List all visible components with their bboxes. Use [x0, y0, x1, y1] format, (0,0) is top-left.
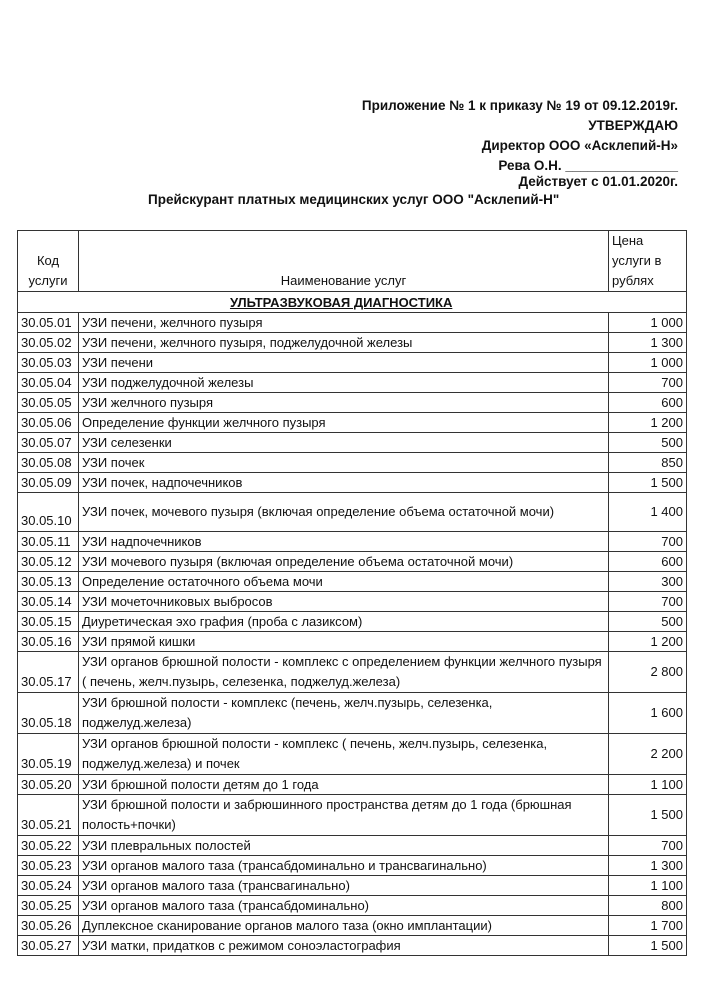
service-name: УЗИ брюшной полости - комплекс (печень, желч.пузырь, селезенка, поджелуд.железа): [79, 693, 609, 734]
service-price: 700: [609, 592, 687, 612]
table-row: [18, 734, 687, 775]
service-code: 30.05.12: [18, 552, 79, 572]
table-row: [18, 795, 687, 836]
service-name: УЗИ прямой кишки: [79, 632, 609, 652]
service-code: 30.05.18: [18, 693, 79, 734]
service-name: УЗИ почек, мочевого пузыря (включая определение объема остаточной мочи): [79, 493, 609, 532]
service-price: 1 500: [609, 795, 687, 836]
column-header-name: Наименование услуг: [79, 231, 609, 292]
service-name: Диуретическая эхо графия (проба с лазиксом): [79, 612, 609, 632]
approve-line: УТВЕРЖДАЮ: [588, 118, 678, 133]
table-row: [18, 836, 687, 856]
service-name: УЗИ органов брюшной полости - комплекс с определением функции желчного пузыря ( печень, желч.пузырь, селезенка, поджелуд.железа): [79, 652, 609, 693]
service-name: УЗИ брюшной полости детям до 1 года: [79, 775, 609, 795]
table-row: [18, 532, 687, 552]
signature-line: Рева О.Н. _______________: [498, 158, 678, 173]
service-price: 700: [609, 836, 687, 856]
service-price: 1 100: [609, 775, 687, 795]
service-price: 300: [609, 572, 687, 592]
service-name: УЗИ печени, желчного пузыря, поджелудочной железы: [79, 333, 609, 353]
table-row: [18, 373, 687, 393]
service-price: 1 500: [609, 473, 687, 493]
document-title: Прейскурант платных медицинских услуг ООО "Асклепий-Н": [148, 192, 560, 207]
service-code: 30.05.24: [18, 876, 79, 896]
service-code: 30.05.14: [18, 592, 79, 612]
service-name: УЗИ органов малого таза (трансабдоминально): [79, 896, 609, 916]
service-code: 30.05.09: [18, 473, 79, 493]
service-price: 500: [609, 433, 687, 453]
director-line: Директор ООО «Асклепий-Н»: [481, 138, 678, 153]
service-price: 1 100: [609, 876, 687, 896]
service-name: Дуплексное сканирование органов малого таза (окно имплантации): [79, 916, 609, 936]
service-name: УЗИ надпочечников: [79, 532, 609, 552]
column-header-code: Код услуги: [18, 231, 79, 292]
service-price: 500: [609, 612, 687, 632]
service-price: 1 300: [609, 333, 687, 353]
table-row: [18, 693, 687, 734]
table-row: [18, 572, 687, 592]
service-name: УЗИ поджелудочной железы: [79, 373, 609, 393]
table-row: [18, 896, 687, 916]
table-row: [18, 592, 687, 612]
service-code: 30.05.17: [18, 652, 79, 693]
service-code: 30.05.11: [18, 532, 79, 552]
service-price: 1 300: [609, 856, 687, 876]
service-name: УЗИ желчного пузыря: [79, 393, 609, 413]
service-code: 30.05.15: [18, 612, 79, 632]
service-code: 30.05.16: [18, 632, 79, 652]
service-code: 30.05.19: [18, 734, 79, 775]
table-row: [18, 493, 687, 532]
service-code: 30.05.23: [18, 856, 79, 876]
table-row: [18, 775, 687, 795]
table-row: [18, 453, 687, 473]
service-price: 600: [609, 552, 687, 572]
service-code: 30.05.02: [18, 333, 79, 353]
service-name: УЗИ матки, придатков с режимом соноэластография: [79, 936, 609, 956]
service-name: УЗИ мочевого пузыря (включая определение объема остаточной мочи): [79, 552, 609, 572]
service-code: 30.05.05: [18, 393, 79, 413]
appendix-line: Приложение № 1 к приказу № 19 от 09.12.2019г.: [361, 98, 678, 113]
service-name: УЗИ органов брюшной полости - комплекс ( печень, желч.пузырь, селезенка, поджелуд.железа) и почек: [79, 734, 609, 775]
service-price: 2 800: [609, 652, 687, 693]
service-name: УЗИ мочеточниковых выбросов: [79, 592, 609, 612]
table-header-row: [18, 231, 687, 292]
table-row: [18, 632, 687, 652]
service-name: УЗИ печени, желчного пузыря: [79, 313, 609, 333]
service-name: УЗИ селезенки: [79, 433, 609, 453]
service-code: 30.05.13: [18, 572, 79, 592]
service-name: УЗИ плевральных полостей: [79, 836, 609, 856]
table-row: [18, 552, 687, 572]
service-code: 30.05.26: [18, 916, 79, 936]
table-row: [18, 473, 687, 493]
service-price: 2 200: [609, 734, 687, 775]
table-row: [18, 413, 687, 433]
table-row: [18, 856, 687, 876]
service-price: 1 500: [609, 936, 687, 956]
service-code: 30.05.27: [18, 936, 79, 956]
table-row: [18, 652, 687, 693]
service-price: 1 600: [609, 693, 687, 734]
service-price: 700: [609, 373, 687, 393]
service-name: Определение остаточного объема мочи: [79, 572, 609, 592]
service-code: 30.05.20: [18, 775, 79, 795]
column-header-price: Цена услуги в рублях: [609, 231, 687, 292]
service-price: 1 700: [609, 916, 687, 936]
service-code: 30.05.07: [18, 433, 79, 453]
section-title: УЛЬТРАЗВУКОВАЯ ДИАГНОСТИКА: [229, 294, 453, 310]
table-row: [18, 333, 687, 353]
service-price: 700: [609, 532, 687, 552]
service-code: 30.05.10: [18, 493, 79, 532]
price-table: [17, 230, 687, 956]
service-code: 30.05.08: [18, 453, 79, 473]
service-price: 1 200: [609, 413, 687, 433]
service-name: УЗИ почек: [79, 453, 609, 473]
service-name: УЗИ почек, надпочечников: [79, 473, 609, 493]
table-row: [18, 916, 687, 936]
service-price: 1 200: [609, 632, 687, 652]
service-name: УЗИ брюшной полости и забрюшинного пространства детям до 1 года (брюшная полость+почки): [79, 795, 609, 836]
table-row: [18, 393, 687, 413]
service-name: Определение функции желчного пузыря: [79, 413, 609, 433]
effective-date: Действует с 01.01.2020г.: [518, 174, 678, 189]
service-name: УЗИ печени: [79, 353, 609, 373]
table-row: [18, 313, 687, 333]
service-code: 30.05.06: [18, 413, 79, 433]
service-code: 30.05.01: [18, 313, 79, 333]
service-code: 30.05.21: [18, 795, 79, 836]
service-price: 850: [609, 453, 687, 473]
service-code: 30.05.22: [18, 836, 79, 856]
service-code: 30.05.04: [18, 373, 79, 393]
service-name: УЗИ органов малого таза (трансабдоминально и трансвагинально): [79, 856, 609, 876]
table-row: [18, 936, 687, 956]
service-price: 800: [609, 896, 687, 916]
table-row: [18, 433, 687, 453]
table-row: [18, 353, 687, 373]
service-code: 30.05.03: [18, 353, 79, 373]
section-row: [18, 292, 687, 313]
service-code: 30.05.25: [18, 896, 79, 916]
service-price: 1 000: [609, 353, 687, 373]
table-row: [18, 612, 687, 632]
service-price: 1 000: [609, 313, 687, 333]
table-row: [18, 876, 687, 896]
service-price: 1 400: [609, 493, 687, 532]
service-price: 600: [609, 393, 687, 413]
service-name: УЗИ органов малого таза (трансвагинально): [79, 876, 609, 896]
